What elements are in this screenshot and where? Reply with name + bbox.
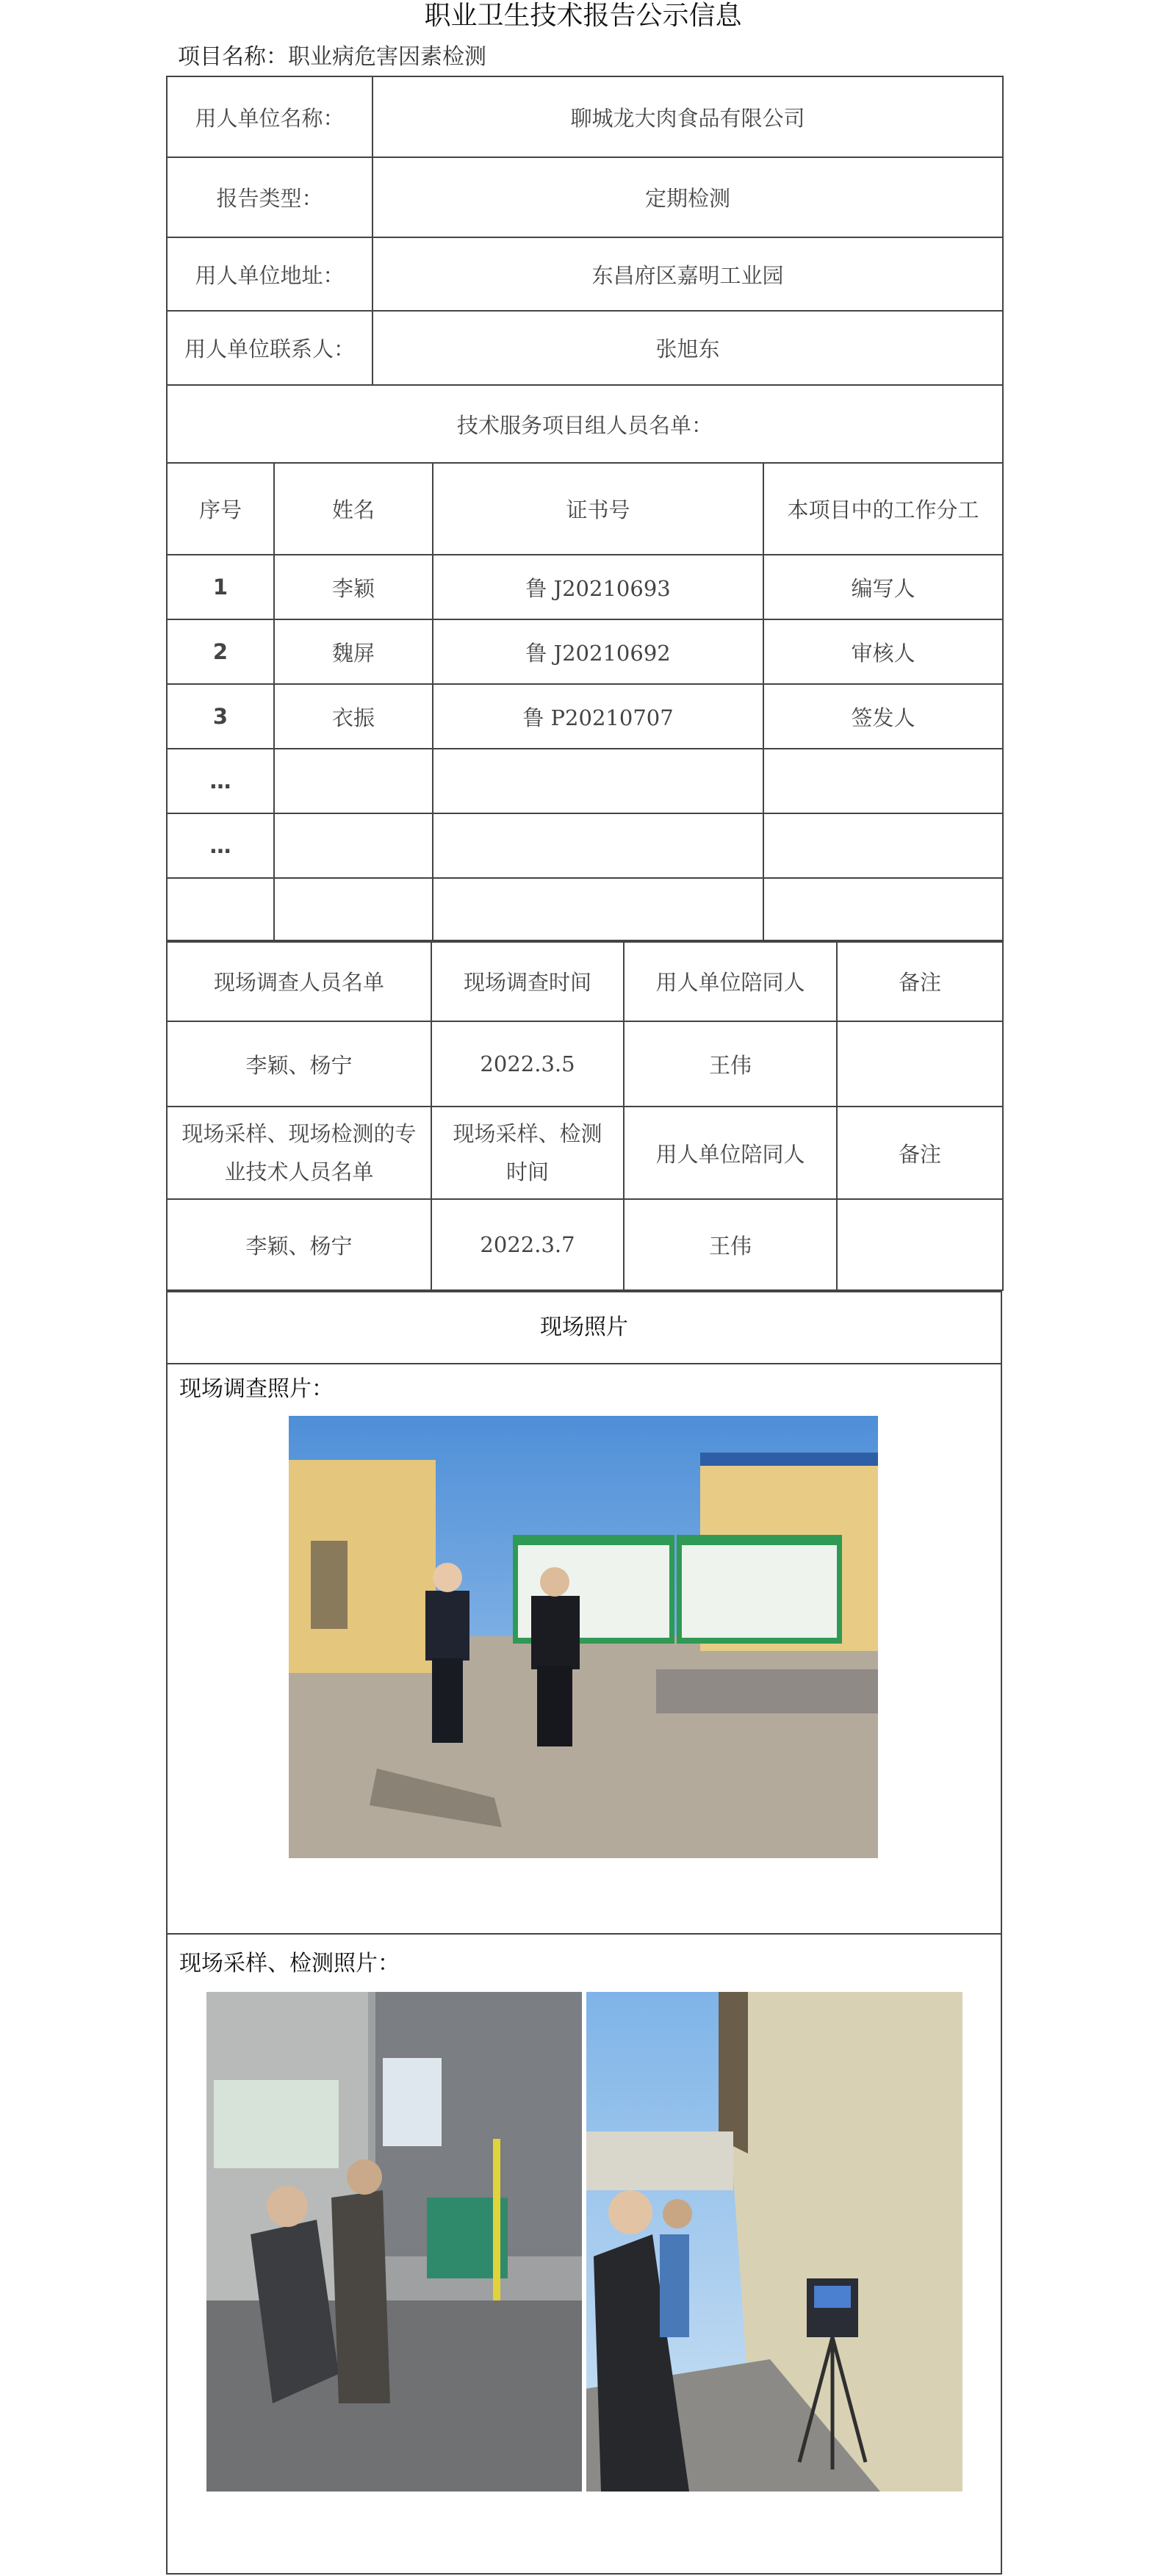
info-label: 用人单位地址： [167,237,373,311]
team-no: 3 [167,684,274,749]
sampling-time: 2022.3.7 [431,1199,624,1290]
team-cert [433,813,763,878]
team-role: 签发人 [763,684,1003,749]
table-row [167,813,1003,878]
team-no: … [167,749,274,813]
info-value: 张旭东 [373,311,1003,385]
photo-section [166,1291,1002,2575]
team-role: 编写人 [763,555,1003,619]
survey-header-row [167,940,1003,1021]
team-header: 姓名 [274,463,433,555]
team-title: 技术服务项目组人员名单： [167,385,1003,463]
team-role [763,813,1003,878]
page-title: 职业卫生技术报告公示信息 [424,1,742,31]
survey-photo [289,1416,878,1858]
survey-staff: 李颖、杨宁 [167,1021,431,1107]
table-row [167,555,1003,619]
info-label: 用人单位联系人： [167,311,373,385]
survey-header: 备注 [837,940,1003,1021]
info-label: 用人单位名称： [167,76,373,157]
team-role [763,749,1003,813]
team-no [167,878,274,942]
info-label: 报告类型： [167,157,373,237]
team-role: 审核人 [763,619,1003,684]
survey-header: 用人单位陪同人 [624,940,837,1021]
table-row [167,684,1003,749]
info-table [166,76,1004,386]
sampling-header: 现场采样、现场检测的专业技术人员名单 [167,1107,431,1199]
team-role [763,878,1003,942]
team-name: 衣振 [274,684,433,749]
info-row-report-type [167,157,1003,237]
team-cert [433,749,763,813]
table-row [167,619,1003,684]
project-name [178,41,486,73]
team-name [274,813,433,878]
team-header: 证书号 [433,463,763,555]
sampling-header-row [167,1107,1003,1199]
table-row [167,878,1003,942]
survey-escort: 王伟 [624,1021,837,1107]
sampling-escort: 王伟 [624,1199,837,1290]
team-no: 2 [167,619,274,684]
sampling-header: 现场采样、检测时间 [431,1107,624,1199]
info-row-contact [167,311,1003,385]
team-name [274,749,433,813]
info-value: 东昌府区嘉明工业园 [373,237,1003,311]
team-table [166,384,1004,943]
team-no: 1 [167,555,274,619]
survey-table [166,940,1004,1291]
survey-header: 现场调查人员名单 [167,940,431,1021]
team-header-row [167,463,1003,555]
team-header: 本项目中的工作分工 [763,463,1003,555]
table-row [167,749,1003,813]
project-name-value: 职业病危害因素检测 [288,44,486,70]
team-cert [433,878,763,942]
team-cert: 鲁 J20210693 [433,555,763,619]
info-row-address [167,237,1003,311]
sampling-header: 备注 [837,1107,1003,1199]
team-header: 序号 [167,463,274,555]
info-value: 聊城龙大肉食品有限公司 [373,76,1003,157]
photo-section-title: 现场照片 [168,1292,1001,1364]
survey-photo-label: 现场调查照片： [179,1376,334,1402]
sampling-header: 用人单位陪同人 [624,1107,837,1199]
survey-note [837,1021,1003,1107]
sampling-row [167,1199,1003,1290]
sampling-photo-left [206,1992,582,2492]
sampling-note [837,1199,1003,1290]
sampling-photo-right [586,1992,962,2492]
team-cert: 鲁 P20210707 [433,684,763,749]
survey-row [167,1021,1003,1107]
survey-time: 2022.3.5 [431,1021,624,1107]
sampling-staff: 李颖、杨宁 [167,1199,431,1290]
team-name: 李颖 [274,555,433,619]
info-row-company [167,76,1003,157]
project-name-label: 项目名称： [178,44,288,70]
sampling-photo-label: 现场采样、检测照片： [179,1951,400,1976]
team-name: 魏屏 [274,619,433,684]
team-cert: 鲁 J20210692 [433,619,763,684]
photo-divider [168,1933,1001,1935]
info-value: 定期检测 [373,157,1003,237]
team-no: … [167,813,274,878]
survey-header: 现场调查时间 [431,940,624,1021]
team-name [274,878,433,942]
